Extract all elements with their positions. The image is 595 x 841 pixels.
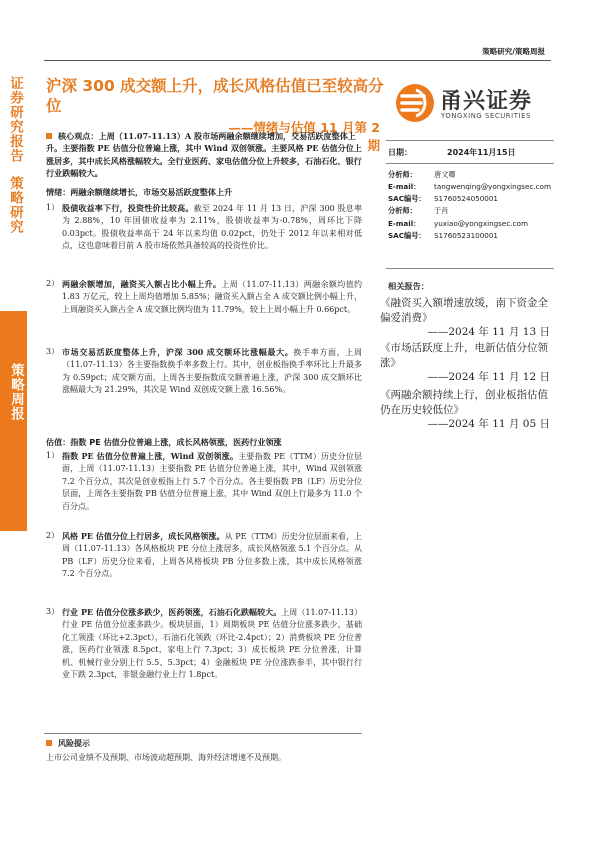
sac-label: SAC编号： [388,194,426,203]
item-bold: 行业 PE 估值分位涨多跌少，医药领涨，石油石化跌幅较大。 [62,607,282,617]
brand-name-english: YONGXING SECURITIES [441,112,531,120]
section-sentiment-title: 情绪：两融余额继续增长，市场交易活跃度整体上升 [46,187,233,197]
core-view-text: 上周（11.07-11.13）A 股市场两融余额继续增加，交易活跃度整体上升。主要指数 PE 估值分位普遍上涨，其中 Wind 双创领涨。主要风格 PE 估值分位上涨居多，其中成长风格涨幅较大。全行业医药、家电估值分位上升较多，石油石化、银行行业跌幅较大。 [46,131,362,179]
header-divider [44,60,551,61]
analyst-email-link[interactable]: tangwenqing@yongxingsec.com [434,182,551,191]
bullet-square-icon [46,740,52,746]
sentiment-item-2 [46,278,362,316]
related-report-date: ——2024 年 11 月 05 日 [427,418,550,430]
report-category-tag: 策略研究/策略周报 [482,47,545,56]
item-bold: 两融余额增加，融资买入额占比小幅上升。 [62,279,222,289]
related-reports-title: 相关报告： [388,281,429,291]
core-view [46,130,362,180]
sentiment-item-1 [46,202,362,253]
risk-divider [44,733,362,734]
page-subtitle: ——情绪与估值 11 月第 2 期 [228,120,380,153]
core-view-label: 核心观点： [58,131,99,141]
email-label: E-mail： [388,182,421,191]
analyst-label: 分析师： [388,206,417,215]
related-report-3[interactable] [380,388,550,432]
item-number: 3） [46,607,60,616]
related-report-1[interactable] [380,296,550,340]
sidebar-label-research: 证券研究报告 [7,76,23,163]
item-text: 从 PE（TTM）历史分位层面来看，上周（11.07-11.13）各风格板块 PE 分位上涨居多，成长风格领涨 5.1 个百分点。从 PB（LF）历史分位来看，上周各风格板块 PB 分位多数上涨，其中成长风格领涨 7.2 个百分点。 [62,532,362,579]
item-text: 换手率方面，上周（11.07-11.13）各主要指数换手率多数上行。其中，创业板指换手率环比上升最多为 0.59pct；成交额方面，上周各主要指数成交额普遍上涨，沪深 300 成交额环比涨幅最大为 21.29%，其次是 Wind 双创成交额上涨 16.56%。 [62,348,362,395]
item-number: 2） [46,531,60,540]
section-valuation-title: 估值：指数 PE 估值分位普遍上涨，成长风格领涨，医药行业领涨 [46,437,282,447]
sidebar-label-strategy: 策略研究 [7,176,23,234]
related-divider [386,268,554,269]
date-value: 2024年11月15日 [447,148,516,157]
valuation-item-1 [46,450,362,513]
related-report-title: 《市场活跃度上升，电新估值分位领涨》 [380,342,548,369]
item-text: 上周（11.07-11.13）行业 PE 估值分位涨多跌少。板块层面，1）周期板块 PE 估值分位涨多跌少，基础化工领涨（环比+2.3pct），石油石化领跌（环比-2.4pct）；2）消费板块 PE 分位普涨，医药行业领涨 8.5pct，家电上行 7.3pct；3）成长板块 PE 分位普涨，计算机、机械行业分别上行 5.5、5.3pct；4）金融板块 PE 分位涨跌参半，其中银行行业下跌 2.3pct，非银金融行业上行 1.8pct。 [62,608,362,680]
analyst-email-link[interactable]: yuxiao@yongxingsec.com [434,219,528,228]
brand-logo-icon [394,82,436,124]
sidebar-orange-block [0,311,27,531]
brand-name: 甬兴证券 [440,89,533,114]
sac-number: S1760523100001 [434,231,499,240]
related-report-title: 《两融余额持续上行，创业板指估值仍在历史较低位》 [380,389,548,416]
item-text: 截至 2024 年 11 月 13 日，沪深 300 股息率为 2.88%，10 年国债收益率为 2.11%，股债收益率为-0.78%，周环比下降 0.03pct。股债收益率高于 24 年以来均值 0.02pct，仍处于 2012 年以来相对低点，这也意味着目前 A 股市场依然具备较高的投资性价比。 [62,204,362,251]
analyst-name: 于肖 [434,206,449,215]
info-divider [386,163,554,164]
item-bold: 指数 PE 估值分位普遍上涨，Wind 双创领涨。 [62,451,239,461]
item-text: 主要指数 PE（TTM）历史分位层面，上周（11.07-11.13）主要指数 PE 估值分位普遍上涨，其中，Wind 双创领涨 7.2 个百分点，其次是创业板指上行 5.7 个百分点。各主要指数 PB（LF）历史分位层面，上周各主要指数 PB 估值分位普遍上涨，其中 Wind 双创上行最多为 11.0 个百分点。 [62,452,362,511]
item-text: 上周（11.07-11.13）两融余额均值约 1.83 万亿元，较上上周均值增加 5.85%；融资买入额占全 A 成交额比例小幅上升，上周融资买入额占全 A 成交额比例均值为 11.79%，较上上周小幅上升 0.66pct。 [62,280,362,314]
date-label: 日期： [388,148,412,157]
sac-number: S1760524050001 [434,194,499,203]
risk-title [46,738,90,749]
analyst-name: 唐文卿 [434,170,456,179]
sidebar-block-label: 策略周报 [8,363,24,421]
item-bold: 股债收益率下行，投资性价比较高。 [62,203,194,213]
related-report-2[interactable] [380,341,550,385]
item-number: 3） [46,347,60,356]
info-divider [386,140,554,141]
item-number: 2） [46,279,60,288]
email-label: E-mail： [388,219,421,228]
page-title: 沪深 300 成交额上升，成长风格估值已至较高分位 [46,77,384,115]
related-report-date: ——2024 年 11 月 13 日 [427,326,550,338]
sentiment-item-3 [46,346,362,397]
valuation-item-3 [46,606,362,681]
related-report-title: 《融资买入额增速放缓，南下资金全偏爱消费》 [380,297,548,324]
sidebar-top [0,76,26,301]
related-report-date: ——2024 年 11 月 12 日 [427,371,550,383]
analyst-label: 分析师： [388,170,417,179]
bullet-square-icon [46,133,52,139]
item-bold: 市场交易活跃度整体上升，沪深 300 成交额环比涨幅最大。 [62,347,294,357]
item-number: 1） [46,451,60,460]
risk-text: 上市公司业绩不及预期、市场波动超预期、海外经济增速不及预期。 [46,753,286,762]
sac-label: SAC编号： [388,231,426,240]
item-number: 1） [46,203,60,212]
valuation-item-2 [46,530,362,581]
item-bold: 风格 PE 估值分位上行居多，成长风格领涨。 [62,531,225,541]
risk-title-text: 风险提示 [58,739,90,748]
